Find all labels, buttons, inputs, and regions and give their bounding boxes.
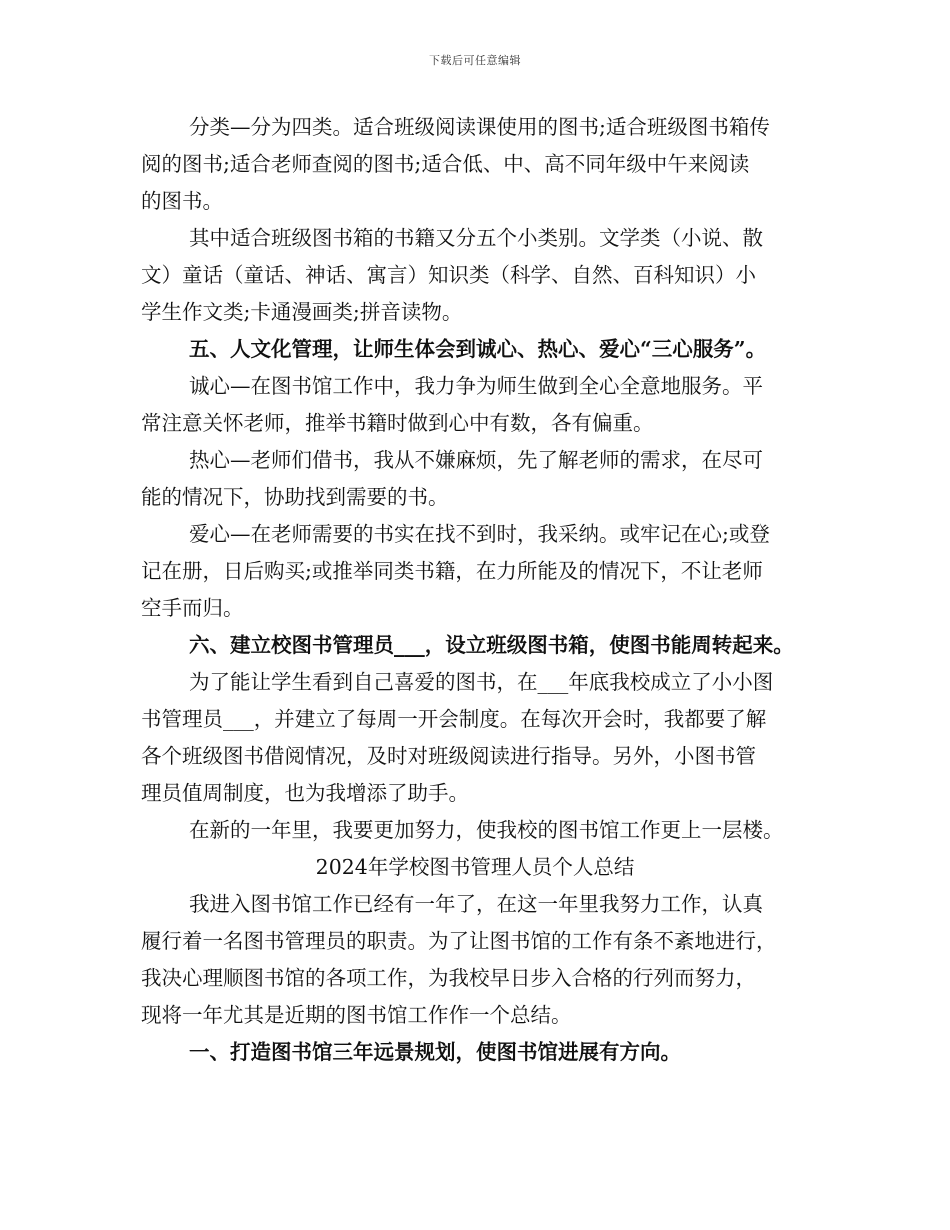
paragraph [0, 664, 950, 812]
section-heading [0, 627, 950, 664]
text-line: 学生作文类;卡通漫画类;拼音读物。 [141, 300, 463, 324]
paragraph [0, 220, 950, 331]
text-line: 阅的图书;适合老师查阅的图书;适合低、中、高不同年级中午来阅读 [141, 152, 750, 176]
text-line: 记在册，日后购买;或推举同类书籍，在力所能及的情况下，不让老师 [141, 559, 763, 583]
text-line: 文）童话（童话、神话、寓言）知识类（科学、自然、百科知识）小 [141, 263, 756, 287]
paragraph [0, 109, 950, 220]
section-heading [0, 1034, 950, 1071]
text-line: 六、建立校图书管理员___，设立班级图书箱，使图书能周转起来。 [189, 633, 794, 657]
text-line: 五、人文化管理，让师生体会到诚心、热心、爱心“三心服务”。 [189, 337, 767, 361]
text-line: 爱心—在老师需要的书实在找不到时，我采纳。或牢记在心;或登 [189, 522, 770, 546]
text-line: 空手而归。 [141, 596, 244, 620]
section-heading [0, 331, 950, 368]
text-line: 各个班级图书借阅情况，及时对班级阅读进行指导。另外，小图书管 [141, 744, 756, 768]
text-line: 热心—老师们借书，我从不嫌麻烦，先了解老师的需求，在尽可 [189, 448, 763, 472]
paragraph [0, 812, 950, 849]
text-line: 在新的一年里，我要更加努力，使我校的图书馆工作更上一层楼。 [189, 818, 784, 842]
text-line: 履行着一名图书管理员的职责。为了让图书馆的工作有条不紊地进行， [141, 929, 777, 953]
text-line: 现将一年尤其是近期的图书馆工作作一个总结。 [141, 1003, 572, 1027]
text-line: 理员值周制度，也为我增添了助手。 [141, 781, 469, 805]
text-line: 能的情况下，协助找到需要的书。 [141, 485, 449, 509]
text-line: 一、打造图书馆三年远景规划，使图书馆进展有方向。 [189, 1040, 681, 1064]
paragraph [0, 886, 950, 1034]
paragraph [0, 368, 950, 442]
text-line: 的图书。 [141, 189, 223, 213]
page-header: 下载后可任意编辑 [429, 54, 521, 67]
paragraph [0, 516, 950, 627]
text-line: 我决心理顺图书馆的各项工作，为我校早日步入合格的行列而努力， [141, 966, 756, 990]
paragraph [0, 442, 950, 516]
text-line: 其中适合班级图书箱的书籍又分五个小类别。文学类（小说、散 [189, 226, 763, 250]
text-line: 我进入图书馆工作已经有一年了，在这一年里我努力工作，认真 [189, 892, 763, 916]
section-title [0, 849, 950, 886]
text-line: 分类—分为四类。适合班级阅读课使用的图书;适合班级图书箱传 [189, 115, 770, 139]
text-line: 为了能让学生看到自己喜爱的图书，在___年底我校成立了小小图 [189, 670, 774, 694]
text-line: 常注意关怀老师，推举书籍时做到心中有数，各有偏重。 [141, 411, 654, 435]
text-line: 诚心—在图书馆工作中，我力争为师生做到全心全意地服务。平 [189, 374, 763, 398]
text-line: 书管理员___，并建立了每周一开会制度。在每次开会时，我都要了解 [141, 707, 767, 731]
text-line: 2024年学校图书管理人员个人总结 [315, 855, 635, 879]
